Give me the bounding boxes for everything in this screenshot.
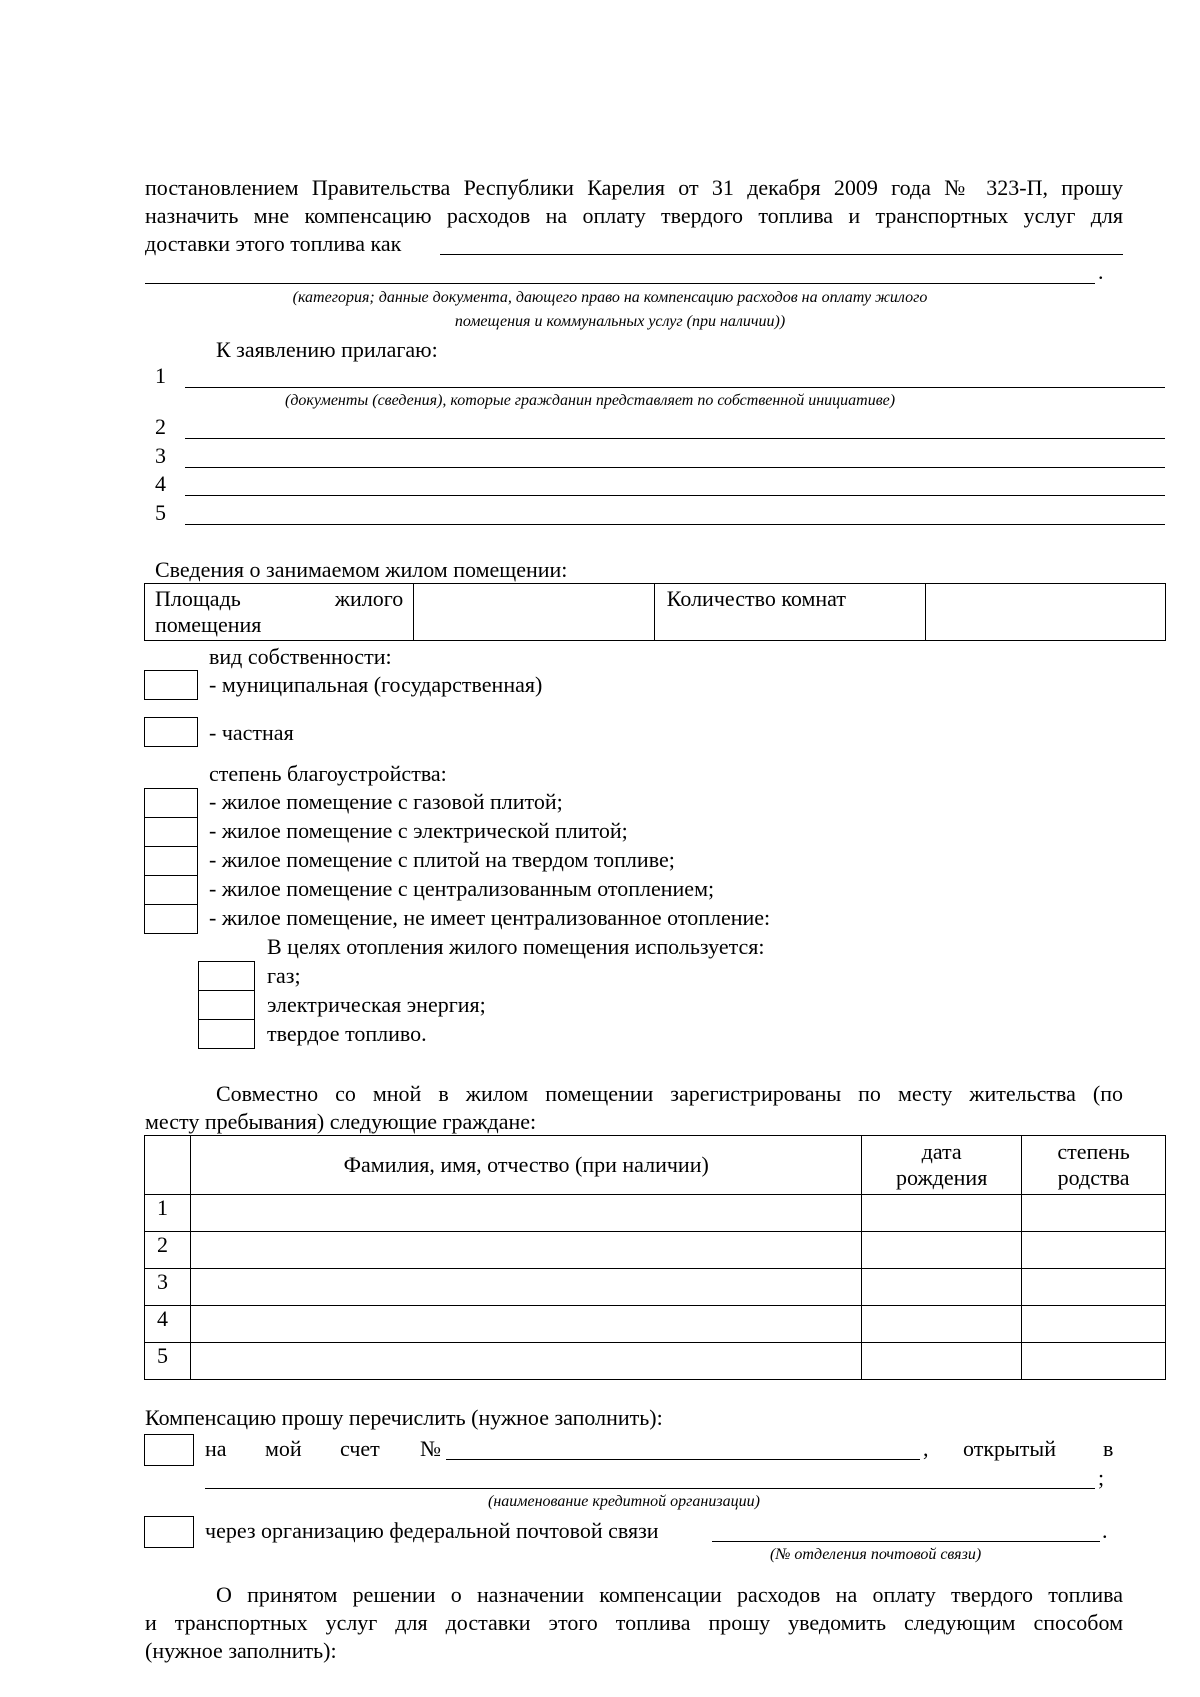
residents-birth-cell[interactable] [862, 1343, 1022, 1380]
attachment-field-3[interactable] [185, 467, 1165, 468]
ownership-municipal-label: - муниципальная (государственная) [209, 672, 543, 697]
intro-line-2: назначить мне компенсацию расходов на оплату твердого топлива и транспортных услуг для [145, 203, 1123, 228]
comfort-central-heating-checkbox[interactable] [144, 875, 198, 905]
ownership-private-label: - частная [209, 720, 294, 745]
rooms-value-cell[interactable] [925, 584, 1166, 641]
category-hint-1: (категория; данные документа, дающего право на компенсацию расходов на оплату жилого [292, 289, 928, 306]
ownership-municipal-checkbox[interactable] [144, 670, 198, 700]
comfort-option-3: - жилое помещение с плитой на твердом топливе; [209, 847, 675, 872]
residents-row-number: 1 [145, 1195, 191, 1232]
attachment-field-5[interactable] [185, 524, 1165, 525]
residents-col-relation-2: родства [1057, 1165, 1130, 1190]
residents-relation-cell[interactable] [1022, 1343, 1166, 1380]
table-row [145, 1343, 1166, 1380]
heating-solid-fuel-checkbox[interactable] [198, 1019, 255, 1049]
payment-account-checkbox[interactable] [144, 1434, 194, 1466]
residents-relation-cell[interactable] [1022, 1195, 1166, 1232]
residents-relation-cell[interactable] [1022, 1306, 1166, 1343]
intro-period: . [1098, 259, 1104, 284]
heating-option-gas: газ; [267, 963, 301, 988]
attachment-number-3: 3 [155, 443, 166, 468]
residents-header-number-cell [145, 1136, 191, 1195]
residents-relation-cell[interactable] [1022, 1232, 1166, 1269]
category-hint-2: помещения и коммунальных услуг (при наличии)) [454, 313, 786, 330]
comfort-electric-stove-checkbox[interactable] [144, 817, 198, 847]
comfort-no-central-heating-checkbox[interactable] [144, 904, 198, 934]
bank-name-hint: (наименование кредитной организации) [488, 1493, 760, 1510]
residents-name-cell[interactable] [191, 1232, 862, 1269]
intro-line-1: постановлением Правительства Республики Карелия от 31 декабря 2009 года № 323-П, прошу [145, 175, 1123, 200]
residents-birth-cell[interactable] [862, 1195, 1022, 1232]
area-label-word-1: Площадь [155, 586, 241, 611]
attachment-field-2[interactable] [185, 438, 1165, 439]
heating-option-solid-fuel: твердое топливо. [267, 1021, 427, 1046]
residents-header-name [191, 1136, 862, 1195]
attachment-field-1[interactable] [185, 387, 1165, 388]
payment-post-label: через организацию федеральной почтовой связи [205, 1518, 659, 1543]
attachment-number-4: 4 [155, 471, 166, 496]
residents-birth-cell[interactable] [862, 1306, 1022, 1343]
residents-birth-cell[interactable] [862, 1269, 1022, 1306]
residents-col-birth-2: рождения [896, 1165, 988, 1190]
residents-birth-cell[interactable] [862, 1232, 1022, 1269]
residents-row-number: 2 [145, 1232, 191, 1269]
rooms-label-cell [654, 584, 925, 641]
payment-period: . [1102, 1518, 1108, 1543]
notify-line-1: О принятом решении о назначении компенсации расходов на оплату твердого топлива [216, 1582, 1123, 1607]
housing-heading: Сведения о занимаемом жилом помещении: [155, 557, 568, 582]
table-row [145, 1232, 1166, 1269]
residents-row-number: 5 [145, 1343, 191, 1380]
residents-row-number: 3 [145, 1269, 191, 1306]
area-label-word-2: жилого [334, 586, 404, 611]
comfort-option-1: - жилое помещение с газовой плитой; [209, 789, 563, 814]
notify-line-3: (нужное заполнить): [145, 1638, 337, 1663]
bank-name-field[interactable] [205, 1488, 1095, 1489]
attachment-number-1: 1 [155, 363, 166, 388]
residents-col-relation-1: степень [1057, 1139, 1130, 1164]
payment-account-word-2: мой [265, 1436, 302, 1461]
area-label-cell [145, 584, 414, 641]
payment-semicolon: ; [1098, 1465, 1105, 1490]
residents-relation-cell[interactable] [1022, 1269, 1166, 1306]
housing-table [144, 583, 1166, 641]
residents-row-number: 4 [145, 1306, 191, 1343]
residents-name-cell[interactable] [191, 1195, 862, 1232]
payment-account-opened: открытый [963, 1436, 1056, 1461]
rooms-label: Количество комнат [666, 586, 846, 611]
residents-col-name: Фамилия, имя, отчество (при наличии) [343, 1152, 709, 1177]
post-office-hint: (№ отделения почтовой связи) [770, 1546, 982, 1563]
residents-header-birth [862, 1136, 1022, 1195]
residents-name-cell[interactable] [191, 1306, 862, 1343]
residents-intro-line-2: месту пребывания) следующие граждане: [145, 1109, 537, 1134]
category-field-line-1[interactable] [440, 254, 1123, 255]
residents-intro-line-1: Совместно со мной в жилом помещении зарегистрированы по месту жительства (по [216, 1081, 1123, 1106]
residents-name-cell[interactable] [191, 1343, 862, 1380]
area-label-line-2: помещения [155, 612, 262, 637]
residents-table [144, 1135, 1166, 1380]
intro-line-3: доставки этого топлива как [145, 231, 402, 256]
notify-line-2: и транспортных услуг для доставки этого топлива прошу уведомить следующим способом [145, 1610, 1123, 1635]
payment-post-checkbox[interactable] [144, 1516, 194, 1548]
table-row [145, 1269, 1166, 1306]
residents-name-cell[interactable] [191, 1269, 862, 1306]
payment-heading: Компенсацию прошу перечислить (нужное заполнить): [145, 1405, 663, 1430]
payment-account-word-1: на [205, 1436, 227, 1461]
residents-header-relation [1022, 1136, 1166, 1195]
attachments-heading: К заявлению прилагаю: [216, 337, 438, 362]
payment-account-comma: , [923, 1436, 929, 1461]
residents-col-birth-1: дата [921, 1139, 962, 1164]
account-number-field[interactable] [446, 1459, 920, 1460]
payment-account-word-4: № [420, 1436, 441, 1461]
heating-gas-checkbox[interactable] [198, 961, 255, 991]
attachments-hint: (документы (сведения), которые гражданин представляет по собственной инициативе) [285, 392, 896, 409]
heating-electric-checkbox[interactable] [198, 990, 255, 1020]
comfort-option-2: - жилое помещение с электрической плитой; [209, 818, 628, 843]
payment-account-in: в [1103, 1436, 1114, 1461]
table-row [145, 1306, 1166, 1343]
category-field-line-2[interactable] [145, 283, 1095, 284]
attachment-field-4[interactable] [185, 495, 1165, 496]
comfort-solid-fuel-stove-checkbox[interactable] [144, 846, 198, 876]
comfort-option-5: - жилое помещение, не имеет централизованное отопление: [209, 905, 771, 930]
ownership-heading: вид собственности: [209, 644, 392, 669]
attachment-number-2: 2 [155, 414, 166, 439]
heating-option-electric: электрическая энергия; [267, 992, 486, 1017]
ownership-private-checkbox[interactable] [144, 717, 198, 747]
comfort-option-4: - жилое помещение с централизованным отоплением; [209, 876, 715, 901]
heating-heading: В целях отопления жилого помещения используется: [267, 934, 765, 959]
comfort-gas-stove-checkbox[interactable] [144, 788, 198, 818]
attachment-number-5: 5 [155, 500, 166, 525]
table-row [145, 1195, 1166, 1232]
post-office-field[interactable] [712, 1541, 1100, 1542]
comfort-heading: степень благоустройства: [209, 761, 447, 786]
area-value-cell[interactable] [414, 584, 654, 641]
payment-account-word-3: счет [340, 1436, 380, 1461]
